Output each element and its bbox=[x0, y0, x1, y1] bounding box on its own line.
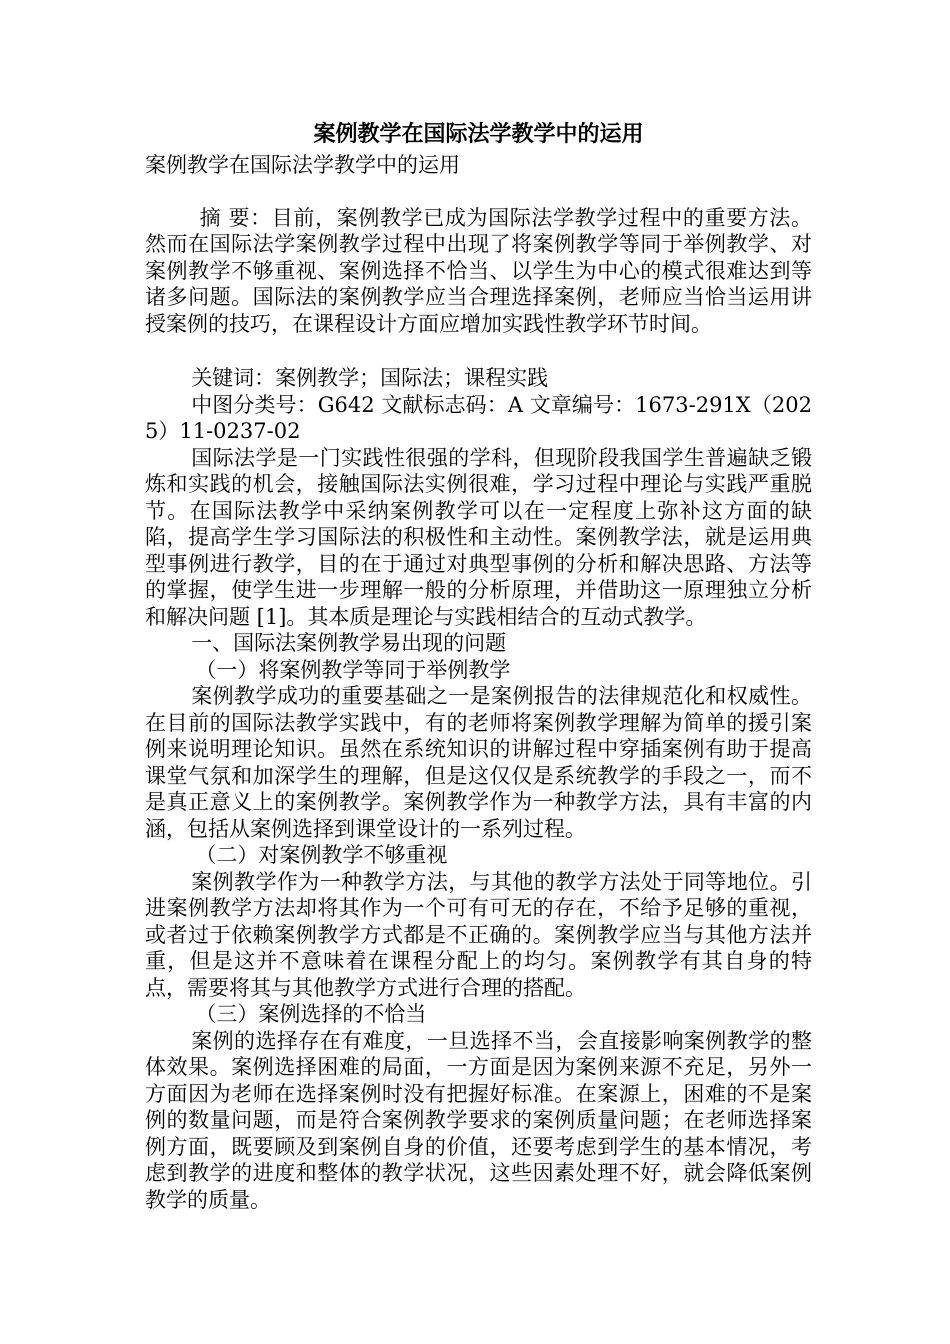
subsection-body-2: 案例教学作为一种教学方法，与其他的教学方法处于同等地位。引进案例教学方法却将其作为一个可有可无的存在，不给予足够的重视，或者过于依赖案例教学方式都是不正确的。案例教学应当与其他方法并重，但是这并不意味着在课程分配上的均匀。案例教学有其自身的特点，需要将其与其他教学方式进行合理的搭配。 bbox=[145, 869, 812, 1000]
document-subtitle: 案例教学在国际法学教学中的运用 bbox=[145, 153, 460, 177]
subsection-heading-2: （二）对案例教学不够重视 bbox=[195, 843, 448, 867]
subsection-body-1: 案例教学成功的重要基础之一是案例报告的法律规范化和权威性。在目前的国际法教学实践中，有的老师将案例教学理解为简单的援引案例来说明理论知识。虽然在系统知识的讲解过程中穿插案例有助于提高课堂气氛和加深学生的理解，但是这仅仅是系统教学的手段之一，而不是真正意义上的案例教学。案例教学作为一种教学方法，具有丰富的内涵，包括从案例选择到课堂设计的一系列过程。 bbox=[145, 684, 812, 841]
intro-paragraph: 国际法学是一门实践性很强的学科，但现阶段我国学生普遍缺乏锻炼和实践的机会，接触国际法实例很难，学习过程中理论与实践严重脱节。在国际法教学中采纳案例教学可以在一定程度上弥补这方面的缺陷，提高学生学习国际法的积极性和主动性。案例教学法，就是运用典型事例进行教学，目的在于通过对典型事例的分析和解决思路、方法等的掌握，使学生进一步理解一般的分析原理，并借助这一原理独立分析和解决问题 [1]。其本质是理论与实践相结合的互动式教学。 bbox=[145, 445, 812, 629]
classification-line: 中图分类号：G642 文献标志码：A 文章编号：1673-291X（2025）11-0237-02 bbox=[145, 392, 812, 443]
keywords-line: 关键词：案例教学；国际法；课程实践 bbox=[191, 366, 549, 390]
subsection-heading-1: （一）将案例教学等同于举例教学 bbox=[195, 657, 511, 682]
subsection-body-3: 案例的选择存在有难度，一旦选择不当，会直接影响案例教学的整体效果。案例选择困难的局面，一方面是因为案例来源不充足，另外一方面因为老师在选择案例时没有把握好标准。在案源上，困难的不是案例的数量问题，而是符合案例教学要求的案例质量问题；在老师选择案例方面，既要顾及到案例自身的价值，还要考虑到学生的基本情况，考虑到教学的进度和整体的教学状况，这些因素处理不好，就会降低案例教学的质量。 bbox=[145, 1028, 812, 1212]
abstract-paragraph: 摘 要：目前，案例教学已成为国际法学教学过程中的重要方法。然而在国际法学案例教学过程中出现了将案例教学等同于举例教学、对案例教学不够重视、案例选择不恰当、以学生为中心的模式很难达到等诸多问题。国际法的案例教学应当合理选择案例，老师应当恰当运用讲授案例的技巧，在课程设计方面应增加实践性教学环节时间。 bbox=[145, 205, 812, 336]
section-heading: 一、国际法案例教学易出现的问题 bbox=[191, 631, 507, 655]
document-title: 案例教学在国际法学教学中的运用 bbox=[313, 122, 644, 147]
subsection-heading-3: （三）案例选择的不恰当 bbox=[195, 1002, 427, 1026]
document-page bbox=[145, 118, 812, 1213]
